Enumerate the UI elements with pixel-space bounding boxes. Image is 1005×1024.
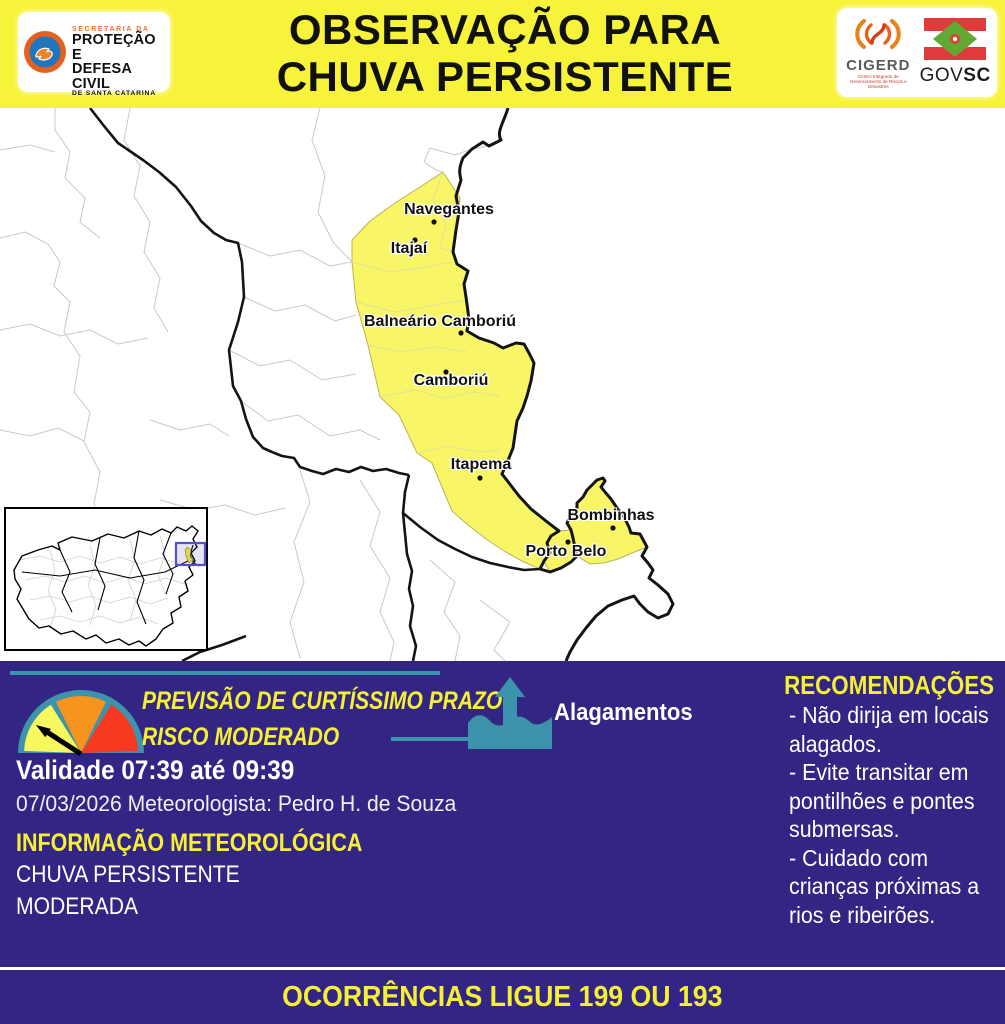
coastal-alert-map: [0, 108, 1005, 661]
defesa-civil-secretaria-label: SECRETARIA DA: [72, 26, 150, 33]
city-label-balneario-camboriu: Balneário Camboriú: [363, 313, 517, 330]
city-label-bombinhas: Bombinhas: [567, 507, 655, 524]
govsc-logo: [920, 18, 991, 87]
defesa-civil-line2: DEFESA CIVIL: [72, 61, 132, 92]
govsc-sc: SC: [963, 65, 991, 86]
meteo-info-title: INFORMAÇÃO METEOROLÓGICA: [16, 829, 363, 857]
recommendation-item: - Evite transitar em pontilhões e pontes submersas.: [789, 759, 975, 843]
risk-gauge-icon: [14, 685, 148, 762]
emergency-call-text: OCORRÊNCIAS LIGUE 199 OU 193: [282, 980, 723, 1013]
meteo-info-line1: CHUVA PERSISTENTE: [16, 861, 240, 888]
sc-flag-icon: [924, 18, 986, 60]
city-label-itapema: Itapema: [450, 456, 512, 473]
city-label-itajai: Itajaí: [390, 240, 428, 257]
city-label-porto-belo: Porto Belo: [525, 543, 607, 560]
hazard-label: Alagamentos: [554, 699, 693, 726]
forecast-type-label: PREVISÃO DE CURTÍSSIMO PRAZO: [142, 687, 503, 715]
recommendation-item: - Não dirija em locais alagados.: [789, 702, 989, 757]
defesa-civil-emblem-icon: [22, 29, 68, 80]
recommendations-title: RECOMENDAÇÕES: [784, 670, 994, 700]
state-inset-map: [5, 508, 207, 650]
meteo-info-line2: MODERADA: [16, 893, 139, 920]
validity-text: Validade 07:39 até 09:39: [16, 755, 295, 785]
cigerd-emblem-icon: [851, 16, 905, 52]
cigerd-subtitle: Centro Integrado de Gerenciamento de Riscos e Desastres: [849, 73, 907, 90]
inset-focus-rect: [176, 543, 205, 565]
cigerd-logo: [843, 16, 913, 90]
footer-panel: [0, 661, 1005, 967]
header-banner: [0, 0, 1005, 108]
cigerd-name: CIGERD: [846, 56, 911, 74]
recommendation-item: - Cuidado com crianças próximas a rios e ribeirões.: [789, 844, 980, 928]
risk-level-label: RISCO MODERADO: [142, 723, 340, 751]
page-title: [205, 6, 805, 101]
defesa-civil-logo: [18, 12, 170, 97]
defesa-civil-line1: PROTEÇÃO E: [72, 32, 156, 63]
defesa-civil-line3: DE SANTA CATARINA: [72, 90, 156, 97]
flood-icon: [468, 677, 552, 754]
partner-logos: [837, 8, 997, 97]
recommendations-list: [789, 701, 995, 929]
map-svg: [0, 108, 1005, 661]
city-label-navegantes: Navegantes: [404, 201, 494, 218]
teal-divider: [10, 671, 440, 675]
emergency-bar: [0, 970, 1005, 1024]
govsc-gov: GOV: [919, 65, 964, 86]
issued-meteorologist-text: 07/03/2026 Meteorologista: Pedro H. de Souza: [16, 791, 457, 816]
title-line-1: OBSERVAÇÃO PARA: [288, 6, 722, 53]
city-label-camboriu: Camboriú: [413, 372, 489, 389]
title-line-2: CHUVA PERSISTENTE: [276, 53, 734, 101]
